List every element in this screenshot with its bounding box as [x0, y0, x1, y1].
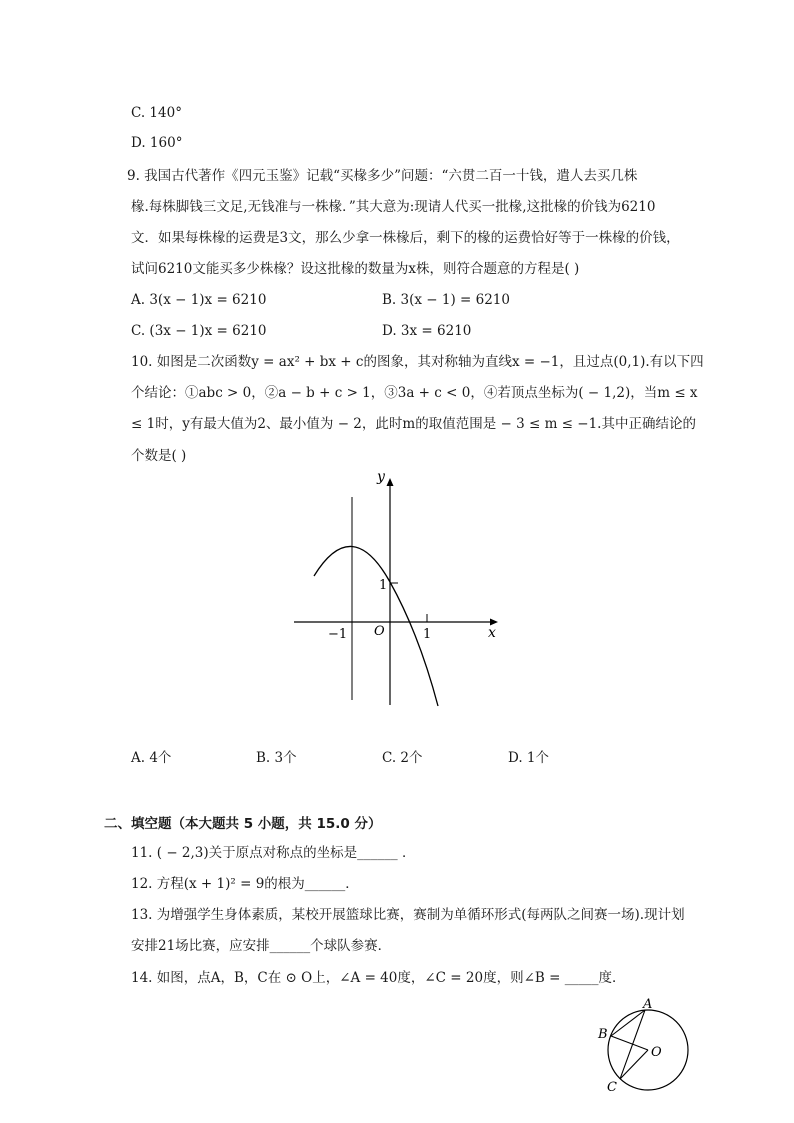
q9-option-b: B. 3(x − 1) = 6210: [382, 292, 510, 308]
q9-line-4: 试问6210文能买多少株椽？设这批椽的数量为x株，则符合题意的方程是( ): [131, 261, 580, 277]
q9-option-a: A. 3(x − 1)x = 6210: [131, 292, 267, 308]
segment-oc: [620, 1050, 648, 1079]
q13-line-2: 安排21场比赛，应安排______个球队参赛．: [131, 938, 392, 954]
y-axis-arrow: [387, 478, 394, 486]
circle-figure: [588, 996, 698, 1096]
tick-label-neg1: −1: [328, 627, 348, 642]
q8-option-d: D. 160°: [131, 135, 183, 151]
tick-label-x-1: 1: [423, 627, 432, 642]
x-axis-label: x: [488, 625, 496, 641]
q10-option-a: A. 4个: [131, 750, 172, 766]
segment-bo: [611, 1036, 648, 1050]
q10-line-3: ≤ 1时，y有最大值为2、最小值为 − 2，此时m的取值范围是 − 3 ≤ m ≤ −1.其中正确结论的: [131, 416, 696, 432]
q10-option-b: B. 3个: [256, 750, 297, 766]
point-c-label: C: [607, 1080, 617, 1095]
q10-line-1: 10. 如图是二次函数y = ax² + bx + c的图象，其对称轴为直线x = −1，且过点(0,1).有以下四: [131, 354, 704, 370]
q9-option-c: C. (3x − 1)x = 6210: [131, 323, 267, 339]
q9-line-2: 椽.每株脚钱三文足,无钱准与一株椽．”其大意为:现请人代买一批椽,这批椽的价钱为6210: [131, 199, 656, 215]
y-axis-label: y: [377, 469, 385, 485]
q10-option-c: C. 2个: [382, 750, 423, 766]
q13-line-1: 13. 为增强学生身体素质，某校开展篮球比赛，赛制为单循环形式(每两队之间赛一场).现计划: [131, 907, 685, 923]
origin-label: O: [374, 624, 385, 639]
q12-text: 12. 方程(x + 1)² = 9的根为______．: [131, 876, 359, 892]
center-o-label: O: [651, 1045, 662, 1060]
q9-line-3: 文．如果每株椽的运费是3文，那么少拿一株椽后，剩下的椽的运费恰好等于一株椽的价钱，: [131, 230, 680, 246]
tick-label-y-1: 1: [379, 578, 388, 593]
q10-line-2: 个结论：①abc > 0，②a − b + c > 1，③3a + c < 0，④若顶点坐标为( − 1,2)，当m ≤ x: [131, 385, 698, 401]
q11-text: 11. ( − 2,3)关于原点对称点的坐标是______ ．: [131, 845, 416, 861]
section-title-fill-in: 二、填空题（本大题共 5 小题，共 15.0 分）: [104, 816, 382, 832]
q9-option-d: D. 3x = 6210: [382, 323, 472, 339]
parabola-graph: [280, 462, 510, 712]
point-a-label: A: [643, 997, 653, 1012]
point-b-label: B: [598, 1027, 608, 1042]
q10-line-4: 个数是( ): [131, 448, 187, 464]
q8-option-c: C. 140°: [131, 105, 182, 121]
q14-text: 14. 如图，点A，B，C在 ⊙ O上，∠A = 40度，∠C = 20度，则∠B = _____度．: [131, 970, 626, 986]
q9-line-1: 9. 我国古代著作《四元玉鉴》记载“买椽多少”问题：“六贯二百一十钱，遣人去买几株: [127, 168, 638, 184]
q10-option-d: D. 1个: [508, 750, 550, 766]
